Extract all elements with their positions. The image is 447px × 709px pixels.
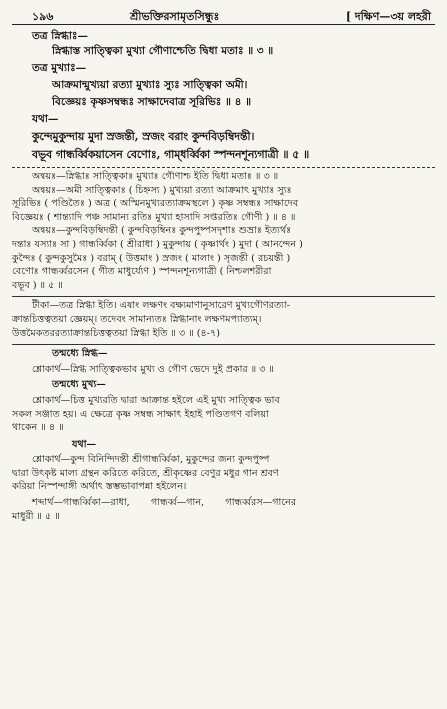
commentary-line: কুন্দৈঃ ( কুন্দকুসুমৈঃ ) বরাম্ ( উত্তমাং ) স্রজং ( মালাং ) সৃজন্তী ( রচয়ন্তী ) (12, 252, 291, 264)
tika-line: উত্তমৈকতররত্যাক্রান্তচিত্তত্বতয়া স্নিগ্ধা ইতি ॥ ৩ ॥ (৪-৭) (12, 327, 220, 339)
page-number: ১৯৬ (32, 10, 54, 23)
verse-line: তত্র মুখ্যাঃ— (32, 62, 87, 74)
tika-line: ক্রান্তচিত্তত্বতয়া জ্ঞেয়ম্। তদেবং সামান্যতঃ স্নিগ্ধানাং লক্ষণমপ্যাত্যম্। (12, 313, 262, 325)
translation-line: থাকেন ॥ ৪ ॥ (12, 422, 64, 434)
tika-line: টীকা—তত্র স্নিগ্ধা ইতি। এষাং লক্ষণং বক্ষ্যমাণানুসারেণ মুখ্যগৌণরত্যা- (32, 300, 290, 312)
translation-line: শ্লোকার্থ—কুন্দ বিনিন্দিদন্তী শ্রীগান্ধর্ব্বিকা, মুকুন্দের জন্য কুন্দপুষ্প (32, 454, 270, 466)
translation-line: মাধুরী ॥ ৫ ॥ (12, 510, 60, 522)
running-header (12, 6, 435, 22)
book-title: শ্রীভক্তিরসামৃতসিন্ধুঃ (130, 10, 220, 23)
translation-line: দ্বারা উৎকৃষ্ট মাল্য গ্রন্থন করিতে করিতে, শ্রীকৃষ্ণের বেণুর মধুর গান শ্রবণ (12, 467, 279, 479)
verse-block (12, 29, 435, 163)
verse-line: আক্রমান্মুখ্যয়া রত্যা মুখ্যাঃ স্যুঃ সাত্ত্বিকা অমী। (52, 79, 248, 91)
verse-line: স্নিগ্ধাস্ত সাত্ত্বিকা মুখ্যা গৌণাশ্চেতি দ্বিধা মতাঃ ॥ ৩ ॥ (52, 45, 274, 57)
translation-line: শব্দার্থ—গান্ধর্ব্বিকা—রাধা, গান্ধর্ব্ব—গান, গান্ধর্ব্বরস—গানের (32, 497, 297, 509)
commentary-line: বভূব ) ॥ ৫ ॥ (12, 279, 63, 291)
verse-line: তত্র স্নিগ্ধাঃ— (32, 30, 89, 42)
translation-block (12, 347, 435, 523)
commentary-line: অন্বয়ঃ—কুন্দবিড়ম্বিদন্তী ( কুন্দবিড়ম্বিনঃ কুন্দপুষ্পসদৃশাঃ শুভ্রাঃ ইত্যর্থঃ (32, 225, 292, 237)
translation-line: যথা— (72, 438, 97, 450)
translation-line: সকল সঞ্জাত হয়। এ ক্ষেত্রে কৃষ্ণ সম্বন্ধ সাক্ষাৎ ইহাই পণ্ডিতগণ বলিয়া (12, 408, 269, 420)
commentary-block (12, 170, 435, 292)
tika-block (12, 299, 435, 340)
translation-line: তন্মধ্যে মুখ্য— (52, 379, 106, 391)
section-divider (12, 344, 435, 345)
commentary-line: দন্তাঃ যস্যাঃ সা ) গান্ধর্ব্বিকা ( শ্রীরাধা ) মুকুন্দায় ( কৃষ্ণার্থং ) মুদা ( আনন্দেন ) (12, 238, 303, 250)
verse-line: বভূব গান্ধর্ব্বিকয়াসেন বেণোঃ, গাম্ধর্ব্বিকা স্পন্দনশূন্যগাত্রী ॥ ৫ ॥ (32, 148, 310, 161)
verse-line: কুন্দেমুকুন্দায় মুদা স্রজন্তী, স্রজং বরাং কুন্দবিড়ম্বিদন্তী। (32, 130, 255, 143)
commentary-line: অন্বয়ঃ—স্নিগ্ধাঃ সাত্ত্বিকাঃ মুখ্যাঃ গৌণাশ্চ ইতি দ্বিধা মতাঃ ॥ ৩ ॥ (32, 171, 279, 182)
commentary-line: সূরিভিঃ ( পণ্ডিতৈঃ ) অত্র ( অস্মিনমুখ্যরত্যাক্রমস্থলে ) কৃষ্ণ সম্বন্ধঃ সাক্ষাদেব (12, 198, 299, 210)
commentary-line: বেণোঃ গান্ধর্ব্বরসেন ( গীত মাধুর্য্যেণ ) স্পন্দনশূন্যগাত্রী ( নিশ্চলশরীরা (12, 266, 272, 278)
translation-line: শ্লোকার্থ—চিত্ত মুখ্যরতি দ্বারা আক্রান্ত হইলে এই মুখ্য সাত্ত্বিক ভাব (32, 394, 280, 406)
translation-line: শ্লোকার্থ—স্নিগ্ধ সাত্ত্বিকভাব মুখ্য ও গৌণ ভেদে দুই প্রকার ॥ ৩ ॥ (32, 363, 274, 375)
section-divider (12, 296, 435, 297)
commentary-line: বিজ্ঞেয়ঃ ( শান্ত্যাদি পঞ্চ সামান্য রতিঃ মুখ্যা হাসাদি সপ্তরতিঃ গৌণী ) ॥ ৪ ॥ (12, 211, 296, 223)
chapter-label: [ দক্ষিণ—৩য় লহরী (345, 10, 431, 23)
commentary-line: অন্বয়ঃ—অমী সাত্ত্বিকাঃ ( চিহ্নস্য ) মুখ্যয়া রত্যা আক্রমাৎ মুখ্যাঃ স্যুঃ (32, 184, 292, 196)
translation-line: করিয়া নিস্পন্দাঙ্গী অর্থাৎ স্তম্ভভাবাপন্না হইলেন। (12, 481, 187, 493)
section-divider (12, 167, 435, 168)
verse-line: বিজ্ঞেয়ঃ কৃষ্ণসম্বন্ধঃ সাক্ষাদেবাত্র সূরিভিঃ ॥ ৪ ॥ (52, 96, 252, 108)
translation-line: তন্মধ্যে স্নিগ্ধ— (52, 348, 108, 360)
verse-line: যথা— (32, 113, 59, 125)
